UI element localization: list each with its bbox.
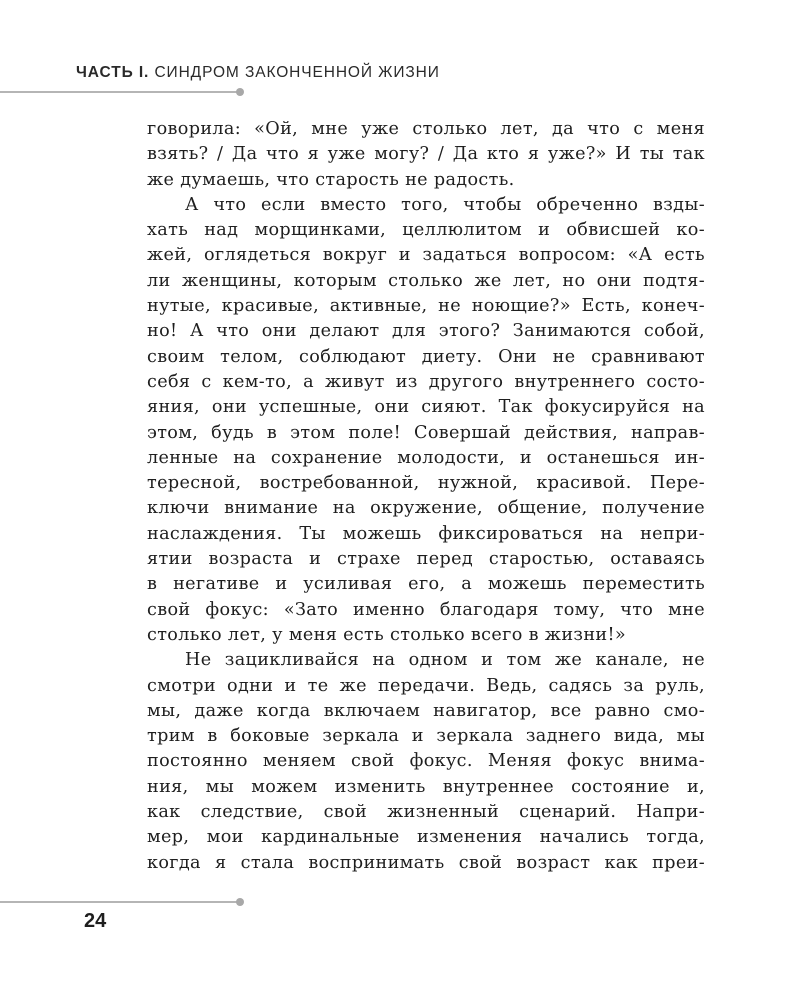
text-line: взять? / Да что я уже могу? / Да кто я уже?» И ты так xyxy=(147,144,705,165)
page-number: 24 xyxy=(84,910,107,932)
text-line: смотри одни и те же передачи. Ведь, садясь за руль, xyxy=(147,675,705,696)
text-line: мы, даже когда включаем навигатор, все равно смо- xyxy=(147,700,705,721)
text-line: столько лет, у меня есть столько всего в жизни!» xyxy=(147,624,627,645)
text-line: ли женщины, которым столько же лет, но они подтя- xyxy=(147,270,705,291)
text-line: ятии возраста и страхе перед старостью, оставаясь xyxy=(147,549,705,570)
header-rule-dot xyxy=(236,88,244,96)
text-line: ния, мы можем изменить внутреннее состояние и, xyxy=(147,776,705,797)
text-line: мер, мои кардинальные изменения начались тогда, xyxy=(147,827,705,848)
text-line: говорила: «Ой, мне уже столько лет, да что с меня xyxy=(147,119,705,139)
text-line: же думаешь, что старость не радость. xyxy=(147,169,515,190)
text-line: ленные на сохранение молодости, и останешься ин- xyxy=(147,447,705,468)
text-line: ключи внимание на окружение, общение, получение xyxy=(147,498,705,519)
text-line: когда я стала воспринимать свой возраст как преи- xyxy=(147,852,705,873)
text-line: А что если вместо того, чтобы обреченно взды- xyxy=(185,194,705,215)
text-line: трим в боковые зеркала и зеркала заднего вида, мы xyxy=(147,726,705,747)
text-line: наслаждения. Ты можешь фиксироваться на непри- xyxy=(147,523,705,544)
body-text xyxy=(147,117,705,876)
text-line: в негативе и усиливая его, а можешь переместить xyxy=(147,574,705,595)
header-rule xyxy=(0,91,240,93)
text-line: яния, они успешные, они сияют. Так фокусируйся на xyxy=(147,397,705,418)
text-line: себя с кем-то, а живут из другого внутреннего состо- xyxy=(147,371,705,392)
text-line: как следствие, свой жизненный сценарий. Напри- xyxy=(147,802,705,823)
text-line: этом, будь в этом поле! Совершай действия, направ- xyxy=(147,422,705,443)
text-line: нутые, красивые, активные, не ноющие?» Есть, конеч- xyxy=(147,296,705,317)
text-line: жей, оглядеться вокруг и задаться вопросом: «А есть xyxy=(147,245,705,266)
footer-rule-dot xyxy=(236,898,244,906)
footer-rule xyxy=(0,901,240,903)
text-line: Не зацикливайся на одном и том же канале, не xyxy=(185,650,705,671)
text-line: постоянно меняем свой фокус. Меняя фокус внима- xyxy=(147,751,705,772)
text-line: свой фокус: «Зато именно благодаря тому, что мне xyxy=(147,599,705,620)
chapter-title: СИНДРОМ ЗАКОНЧЕННОЙ ЖИЗНИ xyxy=(154,64,440,81)
running-head xyxy=(76,64,440,82)
text-line: своим телом, соблюдают диету. Они не сравнивают xyxy=(147,346,705,367)
text-line: хать над морщинками, целлюлитом и обвисшей ко- xyxy=(147,220,705,241)
part-label: ЧАСТЬ I. xyxy=(76,64,150,81)
text-line: тересной, востребованной, нужной, красивой. Пере- xyxy=(147,473,705,494)
text-line: но! А что они делают для этого? Занимаются собой, xyxy=(147,321,705,342)
